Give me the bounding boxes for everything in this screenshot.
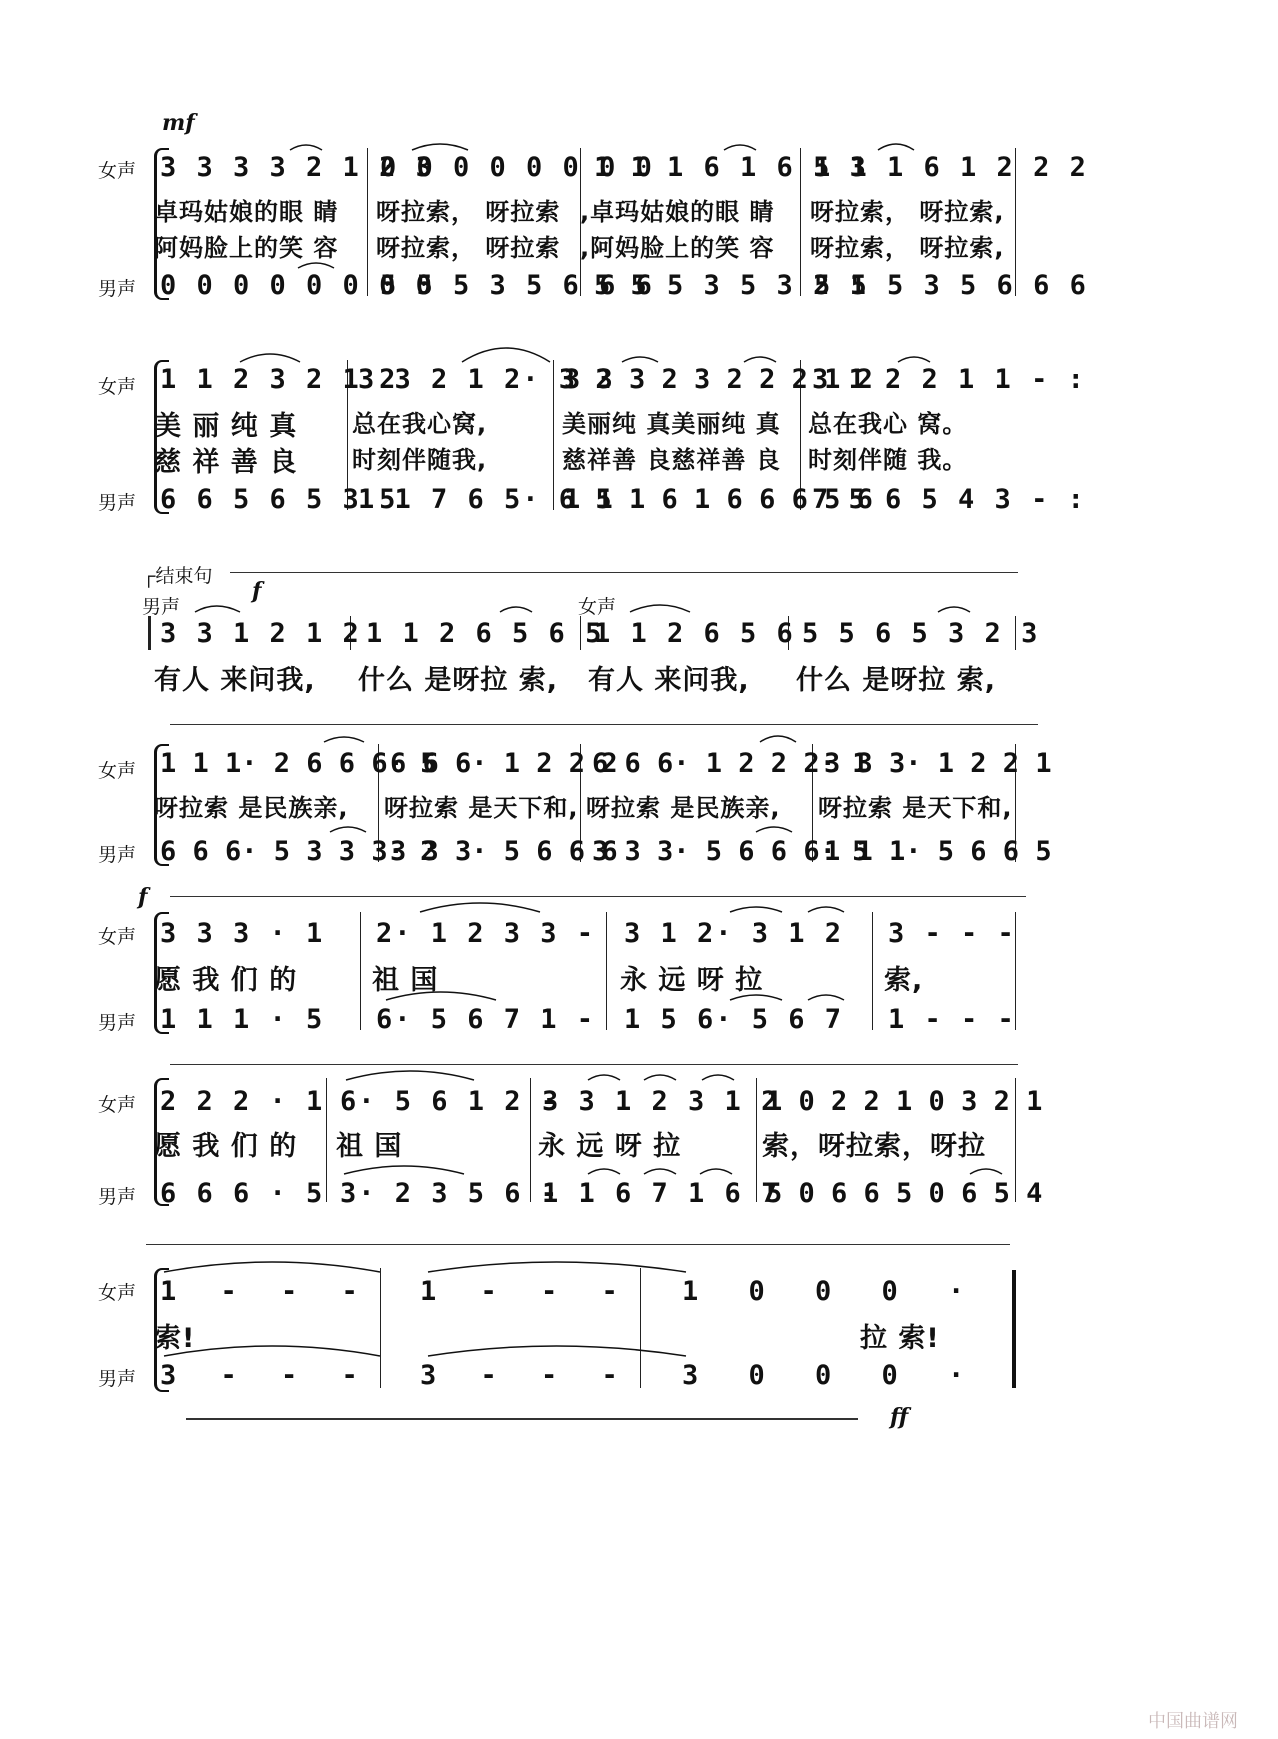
lyric-line: 愿 我 们 的 [154, 1131, 298, 1162]
phrase-line [170, 724, 1038, 725]
male-notes: 5 5 5 3 5 3 2 1 [594, 270, 868, 301]
slur [412, 144, 468, 150]
female-label: 女声 [578, 597, 617, 618]
male-label: 男声 [98, 845, 137, 866]
female-notes: 1 - - - [420, 1276, 620, 1307]
slur [290, 145, 322, 150]
female-notes: 1 1 1 6 1 6 5 3 [594, 152, 868, 183]
barline [640, 1268, 641, 1388]
lyric-verse2: 慈祥善 良慈祥善 良 [562, 446, 781, 474]
slur [760, 736, 796, 742]
melody-notes: 5 5 6 5 3 2 3 [802, 618, 1040, 649]
slur [622, 357, 658, 362]
female-notes: 3 - - - [888, 918, 1016, 949]
lyric-verse1: 总在我心窝, [352, 410, 488, 438]
female-notes: 3 1 2 2 1 1 - : [812, 364, 1086, 395]
lyric-line: 永 远 呀 拉 [620, 965, 764, 996]
slur [195, 606, 240, 612]
tie [428, 1346, 686, 1356]
slur [644, 1075, 676, 1080]
male-notes: 3 - - - [420, 1360, 620, 1391]
melody-notes: 3 3 1 2 1 2 [160, 618, 361, 649]
lyric-verse2: 阿妈脸上的笑 容 [154, 234, 339, 262]
female-notes: 3 3 3 · 1 [160, 918, 325, 949]
male-notes: 1 - - - [888, 1004, 1016, 1035]
slur [462, 348, 550, 362]
lyric-verse1: 呀拉索， 呀拉索 [376, 198, 561, 226]
dynamic-mf: mf [162, 110, 195, 136]
female-notes: 1 - - - [160, 1276, 360, 1307]
male-label: 男声 [98, 279, 137, 300]
female-notes: 3 3 3 2 3 2 2 2 1 2 [564, 364, 873, 395]
slur [878, 144, 914, 150]
female-notes: 1 0 2 2 1 0 3 2 1 [766, 1086, 1043, 1117]
tie [428, 1262, 686, 1272]
lyric-line: 有人 来问我, [154, 665, 316, 696]
male-label: 男声 [98, 493, 137, 514]
slur [730, 907, 782, 912]
female-notes: 1 0 0 0 · [682, 1276, 967, 1307]
lyric-verse2: 呀拉索， 呀拉索, [810, 234, 1005, 262]
female-notes: 0 0 0 0 0 0 0 0 [380, 152, 654, 183]
female-notes: 2· 1 2 3 3 - [376, 918, 596, 949]
phrase-line [170, 1064, 1018, 1065]
male-notes: 3 3 3· 5 6 6 6 [390, 836, 618, 867]
lyric-line: 什么 是呀拉 索, [358, 665, 559, 696]
female-notes: 6 6 6· 1 2 2 2 [390, 748, 618, 779]
slur [808, 995, 844, 1000]
slur [346, 1071, 474, 1080]
lyric-line: 呀拉索 是天下和, [384, 794, 579, 822]
dynamic-f: f [252, 578, 262, 604]
final-barline [1012, 1270, 1016, 1388]
male-notes: 3 0 0 0 · [682, 1360, 967, 1391]
lyric-verse2: 时刻伴随我, [352, 446, 488, 474]
female-label: 女声 [98, 161, 137, 182]
barline [326, 1078, 327, 1202]
melody-notes: 1 1 2 6 5 6 5 [366, 618, 604, 649]
lyric-line: 拉 索! [860, 1323, 940, 1354]
lyric-verse1: ,卓玛姑娘的眼 睛 [580, 198, 775, 226]
phrase-line [170, 896, 1026, 897]
phrase-line [146, 1244, 1010, 1245]
slur [344, 1166, 464, 1174]
barline [360, 912, 361, 1030]
female-notes: 6 6 6· 1 2 2 2· 1 [592, 748, 869, 779]
male-notes: 1 1 7 6 5· 6 5 [358, 484, 614, 515]
lyric-verse2: 时刻伴随 我。 [808, 446, 968, 474]
lyric-verse2: 慈 祥 善 良 [154, 447, 298, 478]
female-notes: 3 3 2 1 2· 3 2 [358, 364, 614, 395]
female-label: 女声 [98, 1283, 137, 1304]
lyric-verse2: 呀拉索， 呀拉索 [376, 234, 561, 262]
female-label: 女声 [98, 927, 137, 948]
lyric-line: 呀拉索 是民族亲, [154, 794, 349, 822]
male-label: 男声 [98, 1369, 137, 1390]
ending-bracket-line [230, 572, 1018, 573]
slur [938, 607, 970, 612]
barline [380, 1268, 381, 1388]
lyric-line: 呀拉索 是民族亲, [586, 794, 781, 822]
watermark: 中国曲谱网 [1148, 1711, 1238, 1731]
slur [324, 737, 364, 742]
male-notes: 1 1 6 7 1 6 7 [542, 1178, 780, 1209]
crescendo-line [186, 1418, 858, 1420]
female-notes: 3 3 3· 1 2 2 1 [824, 748, 1052, 779]
lyric-verse2: ,阿妈脸上的笑 容 [580, 234, 775, 262]
lyric-line: 索，呀拉索，呀拉 [762, 1131, 986, 1162]
barline [606, 912, 607, 1030]
lyric-line: 祖 国 [372, 965, 439, 996]
male-notes: 1 1 1 6 1 6 6 6 5 6 [564, 484, 873, 515]
male-notes: 3 - - - [160, 1360, 360, 1391]
male-label: 男声 [98, 1187, 137, 1208]
female-label: 女声 [98, 761, 137, 782]
male-notes: 6 6 6· 5 3 3 3· 2 [160, 836, 437, 867]
male-notes: 0 0 0 0 0 0 0 0 [160, 270, 434, 301]
slur [298, 263, 334, 268]
male-notes: 1 1 1· 5 6 6 5 [824, 836, 1052, 867]
dynamic-f: f [138, 884, 148, 910]
slur [588, 1169, 620, 1174]
female-notes: 1 1 1 6 1 2 2 2 [814, 152, 1088, 183]
slur [240, 354, 300, 362]
slur [724, 145, 756, 150]
slur [644, 1169, 676, 1174]
barline [872, 912, 873, 1030]
slur [808, 907, 844, 912]
male-notes: 3 3 3· 5 6 6 6· 5 [592, 836, 869, 867]
lyric-verse1: 美 丽 纯 真 [154, 411, 298, 442]
female-label: 女声 [98, 377, 137, 398]
slur [702, 1075, 734, 1080]
dynamic-ff: ff [890, 1404, 909, 1430]
slur [330, 827, 366, 832]
slur [744, 357, 776, 362]
slur [898, 357, 930, 362]
lyric-line: 索, [884, 965, 924, 996]
lyric-line: 什么 是呀拉 索, [796, 665, 997, 696]
slur [588, 1075, 620, 1080]
lyric-line: 祖 国 [336, 1131, 403, 1162]
lyric-verse1: 卓玛姑娘的眼 睛 [154, 198, 339, 226]
male-notes: 6· 5 6 7 1 - [376, 1004, 596, 1035]
female-notes: 1 1 2 3 2 1 2 [160, 364, 398, 395]
male-notes: 6 6 5 6 5 3 5 [160, 484, 398, 515]
male-label: 男声 [98, 1013, 137, 1034]
female-notes: 2 2 2 · 1 [160, 1086, 325, 1117]
female-notes: 6· 5 6 1 2 - [340, 1086, 560, 1117]
male-notes: 1 1 1 · 5 [160, 1004, 325, 1035]
lyric-line: 永 远 呀 拉 [538, 1131, 682, 1162]
slur [420, 903, 540, 912]
male-notes: 7 5 6 5 4 3 - : [812, 484, 1086, 515]
female-label: 女声 [98, 1095, 137, 1116]
female-notes: 3 3 3 3 2 1 2 3 [160, 152, 434, 183]
lyric-verse1: 呀拉索， 呀拉索, [810, 198, 1005, 226]
slur [500, 607, 532, 612]
male-label: 男声 [142, 597, 181, 618]
melody-notes: 1 1 2 6 5 6 [594, 618, 795, 649]
lyric-line: 呀拉索 是天下和, [818, 794, 1013, 822]
male-notes: 1 5 6· 5 6 7 [624, 1004, 844, 1035]
slur [700, 1169, 732, 1174]
tie [164, 1346, 380, 1356]
male-notes: 5 5 5 3 5 6 6 6 [814, 270, 1088, 301]
male-notes: 3· 2 3 5 6 - [340, 1178, 560, 1209]
barline [148, 616, 151, 650]
female-notes: 1 1 1· 2 6 6 6· 5 [160, 748, 437, 779]
lyric-verse1: 总在我心 窝。 [808, 410, 968, 438]
tie [164, 1262, 380, 1272]
male-notes: 5 0 6 6 5 0 6 5 4 [766, 1178, 1043, 1209]
ending-label: ┌结束句 [142, 566, 213, 587]
lyric-line: 索! [154, 1323, 196, 1354]
slur [630, 605, 690, 612]
lyric-line: 有人 来问我, [588, 665, 750, 696]
male-notes: 5 5 5 3 5 6 6 6 [380, 270, 654, 301]
female-notes: 3 1 2· 3 1 2 [624, 918, 844, 949]
slur [756, 827, 792, 832]
lyric-verse1: 美丽纯 真美丽纯 真 [562, 410, 781, 438]
male-notes: 6 6 6 · 5 [160, 1178, 325, 1209]
slur [970, 1169, 1002, 1174]
lyric-line: 愿 我 们 的 [154, 965, 298, 996]
female-notes: 3 3 1 2 3 1 2 [542, 1086, 780, 1117]
